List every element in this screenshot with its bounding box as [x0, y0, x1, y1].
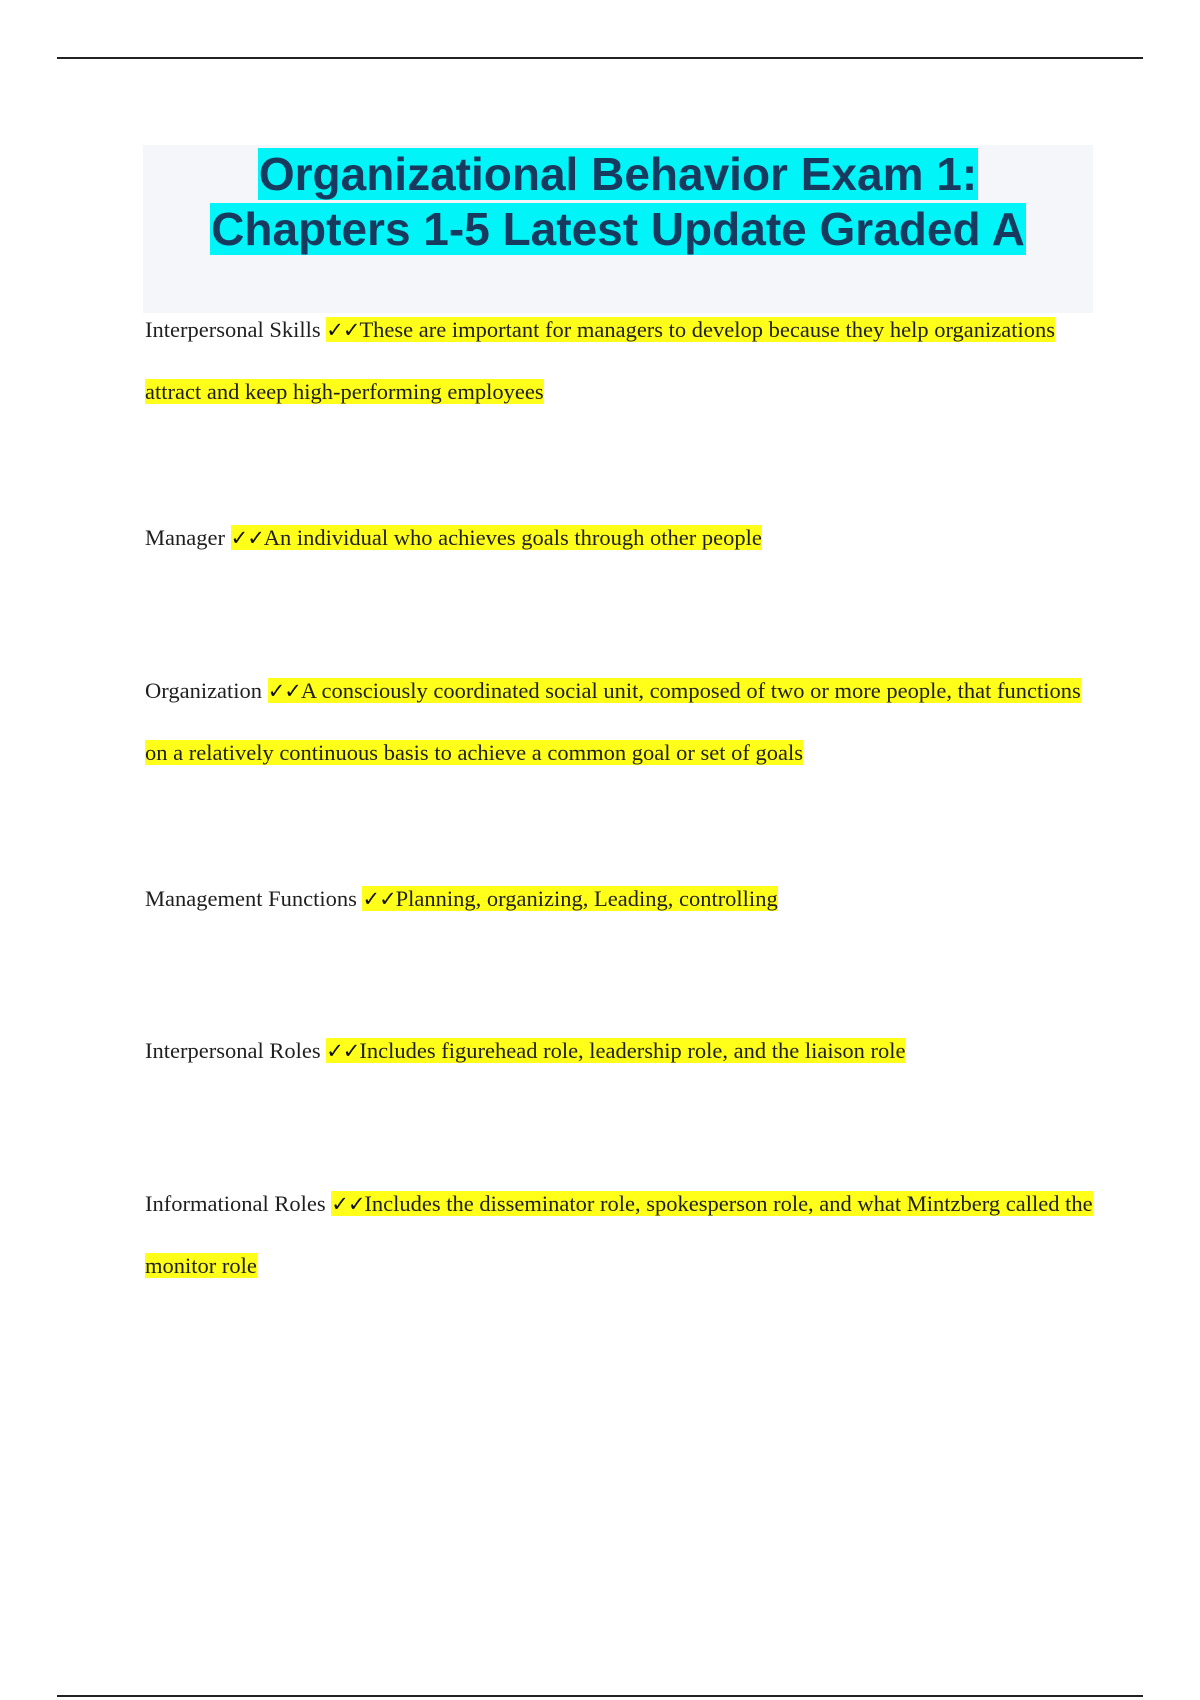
entry-manager — [145, 507, 1095, 569]
entry-term: Management Functions — [145, 886, 357, 911]
entry-definition-text: These are important for managers to develop because they help organizations attract and keep high-performing employees — [145, 317, 1056, 404]
title-line-2: Chapters 1-5 Latest Update Graded A — [211, 203, 1025, 255]
entry-definition — [326, 1038, 905, 1063]
double-check-icon: ✓✓ — [362, 887, 396, 911]
double-check-icon: ✓✓ — [326, 1039, 360, 1063]
entry-definition-text: Includes the disseminator role, spokesperson role, and what Mintzberg called the monitor role — [145, 1191, 1093, 1278]
entry-definition-text: A consciously coordinated social unit, composed of two or more people, that functions on a relatively continuous basis to achieve a common goal or set of goals — [145, 678, 1081, 765]
document-title — [143, 147, 1093, 257]
top-rule — [57, 57, 1143, 59]
entry-term: Informational Roles — [145, 1191, 326, 1216]
entry-definition-text: An individual who achieves goals through other people — [263, 525, 762, 550]
double-check-icon: ✓✓ — [331, 1192, 365, 1216]
double-check-icon: ✓✓ — [326, 318, 360, 342]
entry-informational-roles — [145, 1173, 1095, 1296]
entry-term: Interpersonal Skills — [145, 317, 321, 342]
entry-management-functions — [145, 868, 1095, 930]
entry-term: Manager — [145, 525, 225, 550]
entry-definition-text: Includes figurehead role, leadership role, and the liaison role — [359, 1038, 906, 1063]
title-line-1: Organizational Behavior Exam 1: — [258, 148, 978, 200]
entry-definition — [362, 886, 777, 911]
entry-definition — [145, 678, 1081, 765]
double-check-icon: ✓✓ — [230, 526, 264, 550]
entry-definition — [231, 525, 762, 550]
double-check-icon: ✓✓ — [267, 679, 301, 703]
bottom-rule — [57, 1695, 1143, 1697]
entry-interpersonal-roles — [145, 1020, 1095, 1082]
entry-interpersonal-skills — [145, 299, 1095, 422]
entry-organization — [145, 660, 1095, 783]
entry-definition-text: Planning, organizing, Leading, controlling — [395, 886, 778, 911]
entry-term: Interpersonal Roles — [145, 1038, 321, 1063]
entry-term: Organization — [145, 678, 263, 703]
